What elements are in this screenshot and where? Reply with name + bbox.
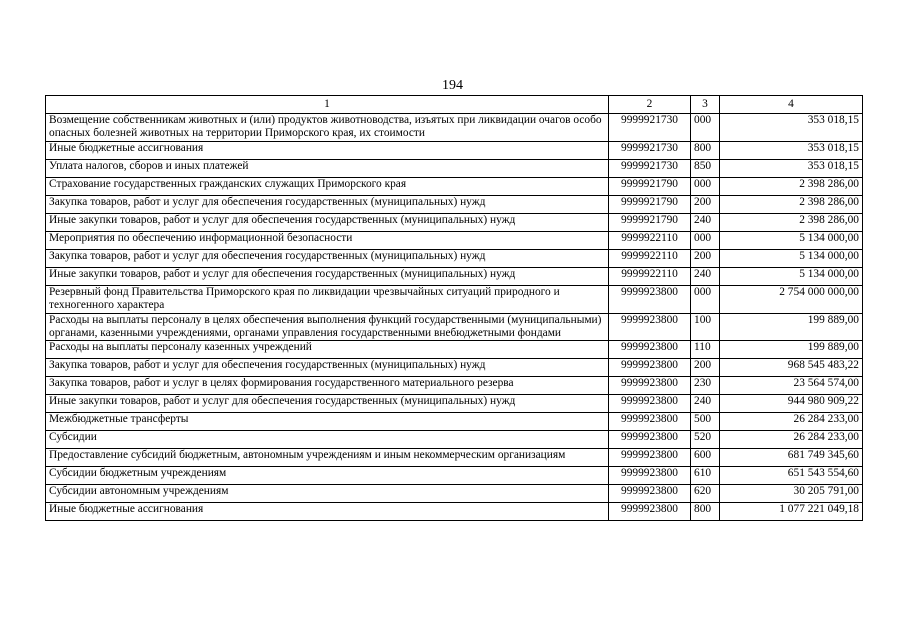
row-code-cell: 9999923800 <box>609 485 691 503</box>
row-expense-type-cell: 800 <box>691 503 720 521</box>
row-name-cell: Иные бюджетные ассигнования <box>46 503 609 521</box>
table-row <box>46 213 863 231</box>
row-expense-type-cell: 610 <box>691 467 720 485</box>
table-row <box>46 141 863 159</box>
page-number: 194 <box>442 78 463 93</box>
row-name-cell: Уплата налогов, сборов и иных платежей <box>46 159 609 177</box>
row-name-cell: Субсидии автономным учреждениям <box>46 485 609 503</box>
row-expense-type-cell: 240 <box>691 395 720 413</box>
table-row <box>46 285 863 313</box>
budget-table <box>45 95 863 521</box>
row-expense-type-cell: 600 <box>691 449 720 467</box>
row-name-cell: Субсидии <box>46 431 609 449</box>
row-name-cell: Резервный фонд Правительства Приморского края по ликвидации чрезвычайных ситуаций природного и техногенного характера <box>46 285 609 313</box>
row-name-cell: Закупка товаров, работ и услуг для обеспечения государственных (муниципальных) нужд <box>46 195 609 213</box>
row-expense-type-cell: 000 <box>691 177 720 195</box>
row-name-cell: Межбюджетные трансферты <box>46 413 609 431</box>
row-expense-type-cell: 200 <box>691 195 720 213</box>
row-code-cell: 9999923800 <box>609 467 691 485</box>
row-name-cell: Иные закупки товаров, работ и услуг для обеспечения государственных (муниципальных) нужд <box>46 267 609 285</box>
row-name-cell: Иные закупки товаров, работ и услуг для обеспечения государственных (муниципальных) нужд <box>46 213 609 231</box>
row-name-cell: Субсидии бюджетным учреждениям <box>46 467 609 485</box>
row-amount-cell: 26 284 233,00 <box>720 413 863 431</box>
row-code-cell: 9999921730 <box>609 114 691 142</box>
row-amount-cell: 23 564 574,00 <box>720 377 863 395</box>
row-amount-cell: 2 398 286,00 <box>720 195 863 213</box>
row-amount-cell: 26 284 233,00 <box>720 431 863 449</box>
row-name-cell: Закупка товаров, работ и услуг для обеспечения государственных (муниципальных) нужд <box>46 249 609 267</box>
row-amount-cell: 30 205 791,00 <box>720 485 863 503</box>
row-code-cell: 9999923800 <box>609 395 691 413</box>
row-amount-cell: 681 749 345,60 <box>720 449 863 467</box>
table-row <box>46 231 863 249</box>
row-expense-type-cell: 240 <box>691 267 720 285</box>
row-code-cell: 9999923800 <box>609 341 691 359</box>
table-row <box>46 249 863 267</box>
table-row <box>46 159 863 177</box>
table-row <box>46 395 863 413</box>
row-expense-type-cell: 800 <box>691 141 720 159</box>
row-amount-cell: 1 077 221 049,18 <box>720 503 863 521</box>
table-row <box>46 431 863 449</box>
row-code-cell: 9999921730 <box>609 159 691 177</box>
row-name-cell: Иные бюджетные ассигнования <box>46 141 609 159</box>
row-code-cell: 9999922110 <box>609 267 691 285</box>
row-expense-type-cell: 620 <box>691 485 720 503</box>
column-header-vr: 3 <box>691 96 720 114</box>
row-code-cell: 9999923800 <box>609 413 691 431</box>
table-row <box>46 114 863 142</box>
row-expense-type-cell: 100 <box>691 313 720 341</box>
table-row <box>46 467 863 485</box>
table-row <box>46 177 863 195</box>
row-expense-type-cell: 000 <box>691 231 720 249</box>
row-expense-type-cell: 000 <box>691 285 720 313</box>
row-code-cell: 9999922110 <box>609 231 691 249</box>
row-amount-cell: 353 018,15 <box>720 141 863 159</box>
row-code-cell: 9999923800 <box>609 449 691 467</box>
table-row <box>46 449 863 467</box>
table-body <box>46 114 863 521</box>
row-amount-cell: 353 018,15 <box>720 114 863 142</box>
row-expense-type-cell: 200 <box>691 359 720 377</box>
table-header <box>46 96 863 114</box>
row-expense-type-cell: 000 <box>691 114 720 142</box>
row-code-cell: 9999923800 <box>609 377 691 395</box>
table-row <box>46 267 863 285</box>
row-expense-type-cell: 520 <box>691 431 720 449</box>
row-amount-cell: 5 134 000,00 <box>720 231 863 249</box>
table-row <box>46 359 863 377</box>
row-expense-type-cell: 500 <box>691 413 720 431</box>
row-name-cell: Предоставление субсидий бюджетным, автономным учреждениям и иным некоммерческим организациям <box>46 449 609 467</box>
row-name-cell: Иные закупки товаров, работ и услуг для обеспечения государственных (муниципальных) нужд <box>46 395 609 413</box>
row-code-cell: 9999922110 <box>609 249 691 267</box>
row-code-cell: 9999923800 <box>609 431 691 449</box>
column-header-amount: 4 <box>720 96 863 114</box>
row-expense-type-cell: 240 <box>691 213 720 231</box>
table-row <box>46 503 863 521</box>
row-amount-cell: 2 398 286,00 <box>720 177 863 195</box>
row-expense-type-cell: 850 <box>691 159 720 177</box>
row-amount-cell: 968 545 483,22 <box>720 359 863 377</box>
table-row <box>46 341 863 359</box>
row-amount-cell: 5 134 000,00 <box>720 249 863 267</box>
table-row <box>46 485 863 503</box>
table-row <box>46 413 863 431</box>
row-code-cell: 9999923800 <box>609 359 691 377</box>
row-amount-cell: 199 889,00 <box>720 341 863 359</box>
row-name-cell: Расходы на выплаты персоналу казенных учреждений <box>46 341 609 359</box>
table-row <box>46 377 863 395</box>
row-name-cell: Возмещение собственникам животных и (или) продуктов животноводства, изъятых при ликвидации очагов особо опасных болезней животных на территории Приморского края, их стоимости <box>46 114 609 142</box>
row-amount-cell: 944 980 909,22 <box>720 395 863 413</box>
column-header-code: 2 <box>609 96 691 114</box>
row-code-cell: 9999921790 <box>609 213 691 231</box>
row-code-cell: 9999923800 <box>609 285 691 313</box>
row-code-cell: 9999921730 <box>609 141 691 159</box>
row-name-cell: Страхование государственных гражданских служащих Приморского края <box>46 177 609 195</box>
row-expense-type-cell: 110 <box>691 341 720 359</box>
row-code-cell: 9999921790 <box>609 195 691 213</box>
row-amount-cell: 651 543 554,60 <box>720 467 863 485</box>
row-code-cell: 9999923800 <box>609 503 691 521</box>
row-amount-cell: 2 754 000 000,00 <box>720 285 863 313</box>
row-name-cell: Закупка товаров, работ и услуг для обеспечения государственных (муниципальных) нужд <box>46 359 609 377</box>
column-header-name: 1 <box>46 96 609 114</box>
row-name-cell: Мероприятия по обеспечению информационной безопасности <box>46 231 609 249</box>
row-expense-type-cell: 230 <box>691 377 720 395</box>
row-amount-cell: 353 018,15 <box>720 159 863 177</box>
row-name-cell: Закупка товаров, работ и услуг в целях формирования государственного материального резерва <box>46 377 609 395</box>
row-code-cell: 9999921790 <box>609 177 691 195</box>
row-expense-type-cell: 200 <box>691 249 720 267</box>
row-amount-cell: 5 134 000,00 <box>720 267 863 285</box>
row-name-cell: Расходы на выплаты персоналу в целях обеспечения выполнения функций государственными (муниципальными) органами, казенными учреждениями, органами управления государственными внебюджетными фондами <box>46 313 609 341</box>
table-row <box>46 195 863 213</box>
row-amount-cell: 199 889,00 <box>720 313 863 341</box>
row-amount-cell: 2 398 286,00 <box>720 213 863 231</box>
table-row <box>46 313 863 341</box>
row-code-cell: 9999923800 <box>609 313 691 341</box>
